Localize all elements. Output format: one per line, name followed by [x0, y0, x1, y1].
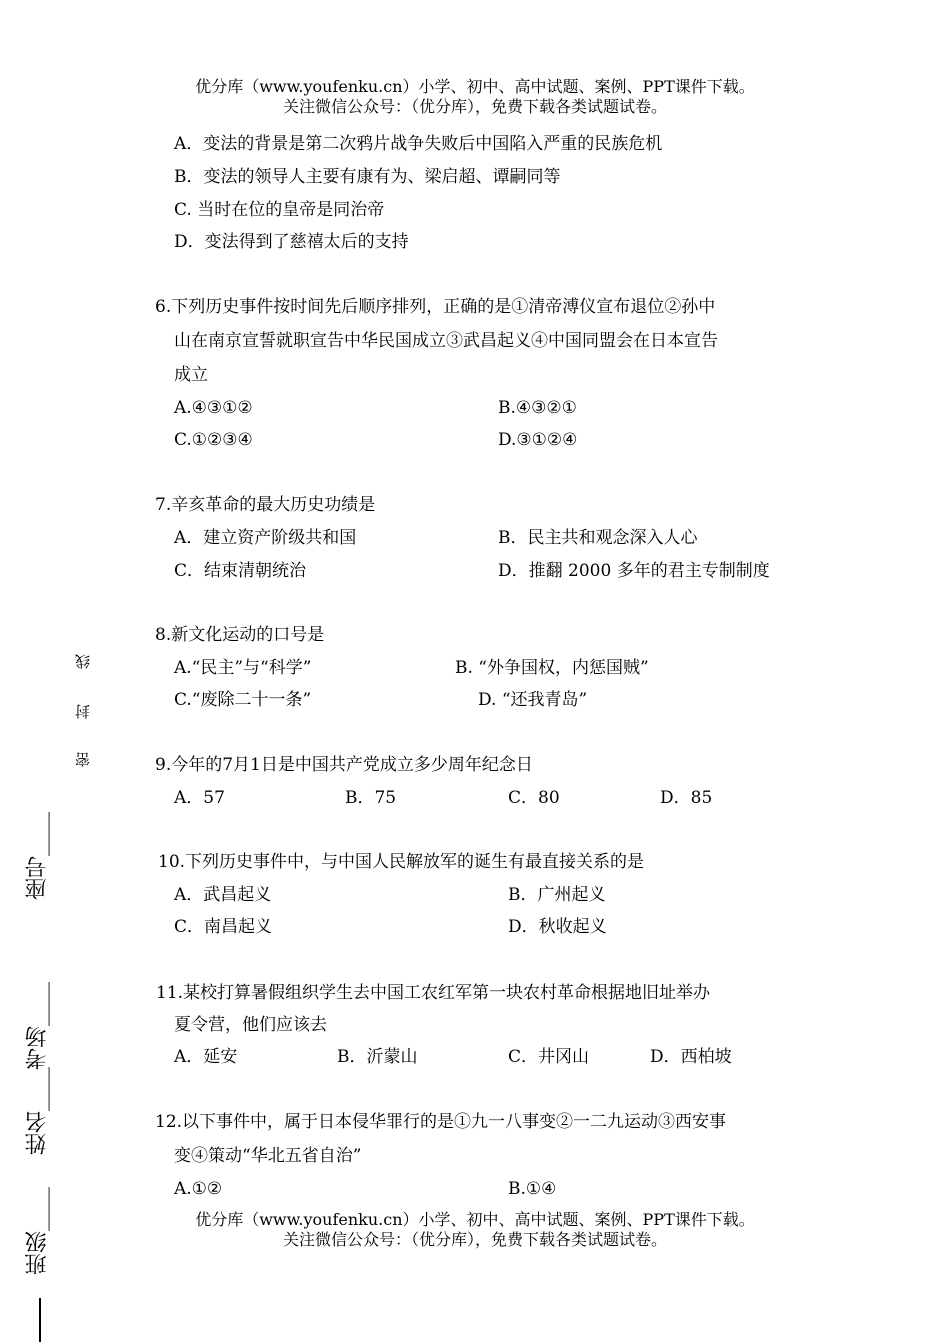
q10-option-b: B．广州起义: [508, 885, 606, 905]
margin-rule: [39, 1298, 41, 1342]
q11-option-c: C．井冈山: [508, 1047, 590, 1067]
q12-stem-line-2: 变④策动“华北五省自治”: [174, 1146, 362, 1166]
q9-option-c: C．80: [508, 788, 560, 808]
q7-option-c: C．结束清朝统治: [174, 561, 307, 581]
q6-option-a: A.④③①②: [174, 398, 253, 418]
q9-option-a: A．57: [174, 788, 225, 808]
q12-stem-line-1: 12.以下事件中，属于日本侵华罪行的是①九一八事变②一二九运动③西安事: [155, 1112, 727, 1132]
q11-option-b: B．沂蒙山: [337, 1047, 418, 1067]
q10-option-d: D．秋收起义: [508, 917, 607, 937]
q6-option-c: C.①②③④: [174, 430, 253, 450]
seat-number-field: 座号____: [25, 812, 50, 900]
binding-xian: 线: [74, 654, 92, 669]
exam-room-field: 考场____: [25, 982, 50, 1070]
footer-line-2: 关注微信公众号：（优分库），免费下载各类试题试卷。: [282, 1230, 667, 1249]
q9-option-d: D．85: [660, 788, 713, 808]
q9-option-b: B．75: [345, 788, 397, 808]
q12-option-b: B.①④: [508, 1179, 557, 1199]
q8-option-a: A.“民主”与“科学”: [174, 658, 312, 678]
q11-option-d: D．西柏坡: [650, 1047, 732, 1067]
q8-option-d: D. “还我青岛”: [478, 690, 588, 710]
q8-option-b: B. “外争国权，内惩国贼”: [455, 658, 649, 678]
q6-stem-line-1: 6.下列历史事件按时间先后顺序排列，正确的是①清帝溥仪宣布退位②孙中: [155, 297, 716, 317]
page-header: [0, 77, 950, 117]
q11-stem-line-2: 夏令营，他们应该去: [174, 1015, 327, 1035]
q11-option-a: A．延安: [174, 1047, 238, 1067]
q12-option-a: A.①②: [174, 1179, 223, 1199]
q8-option-c: C.“废除二十一条”: [174, 690, 312, 710]
name-field: 姓名____: [25, 1067, 50, 1155]
footer-line-1: 优分库（www.youfenku.cn）小学、初中、高中试题、案例、PPT课件下载。: [195, 1210, 755, 1229]
q6-stem-line-3: 成立: [174, 365, 208, 385]
q8-stem: 8.新文化运动的口号是: [155, 625, 325, 645]
class-field: 班级____: [25, 1187, 50, 1275]
page-footer: [0, 1210, 950, 1250]
header-line-2: 关注微信公众号：（优分库），免费下载各类试题试卷。: [282, 97, 667, 116]
q7-option-d: D．推翻 2000 多年的君主专制制度: [498, 561, 770, 581]
binding-mi: 密: [74, 752, 92, 767]
q9-stem: 9.今年的7月1日是中国共产党成立多少周年纪念日: [155, 755, 533, 775]
q10-option-c: C．南昌起义: [174, 917, 273, 937]
q5-option-b: B．变法的领导人主要有康有为、梁启超、谭嗣同等: [174, 167, 561, 187]
q5-option-a: A．变法的背景是第二次鸦片战争失败后中国陷入严重的民族危机: [174, 134, 663, 154]
q5-option-d: D．变法得到了慈禧太后的支持: [174, 232, 409, 252]
binding-feng: 封: [74, 704, 92, 719]
q7-stem: 7.辛亥革命的最大历史功绩是: [155, 495, 376, 515]
q5-option-c: C. 当时在位的皇帝是同治帝: [174, 200, 385, 220]
q10-option-a: A．武昌起义: [174, 885, 272, 905]
q6-stem-line-2: 山在南京宣誓就职宣告中华民国成立③武昌起义④中国同盟会在日本宣告: [174, 331, 718, 351]
q7-option-b: B．民主共和观念深入人心: [498, 528, 698, 548]
q11-stem-line-1: 11.某校打算暑假组织学生去中国工农红军第一块农村革命根据地旧址举办: [156, 983, 711, 1003]
q6-option-b: B.④③②①: [498, 398, 577, 418]
q10-stem: 10.下列历史事件中，与中国人民解放军的诞生有最直接关系的是: [158, 852, 645, 872]
q6-option-d: D.③①②④: [498, 430, 578, 450]
header-line-1: 优分库（www.youfenku.cn）小学、初中、高中试题、案例、PPT课件下载。: [195, 77, 755, 96]
q7-option-a: A．建立资产阶级共和国: [174, 528, 357, 548]
